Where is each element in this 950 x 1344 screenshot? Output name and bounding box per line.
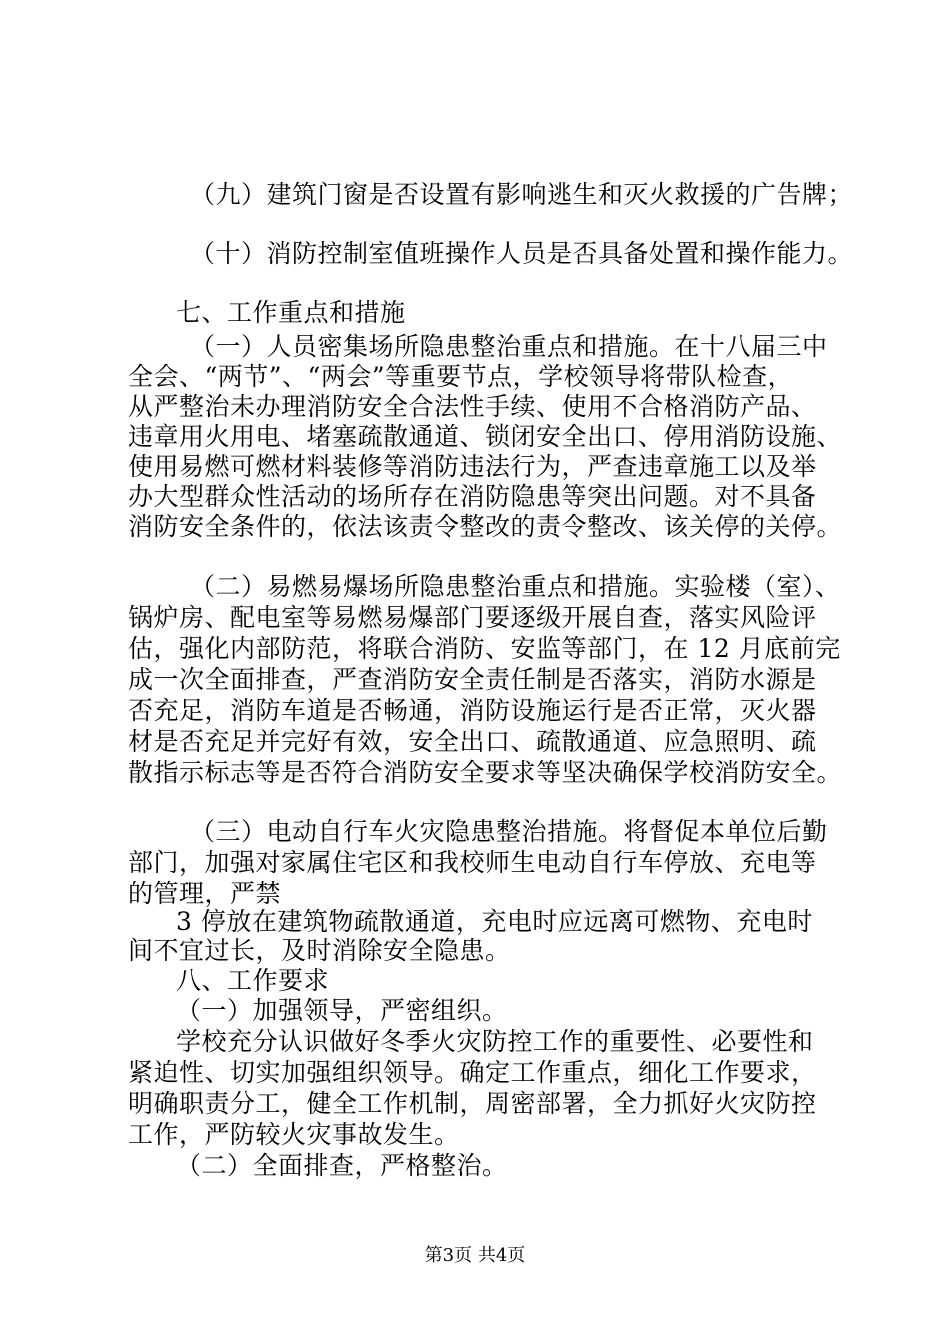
para-8-1-line-2: 紧迫性、切实加强组织领导。确定工作重点，细化工作要求， xyxy=(128,1058,817,1087)
para-7-2-line-1: （二）易燃易爆场所隐患整治重点和措施。实验楼（室）、 xyxy=(190,572,841,601)
para-7-2-line-6: 材是否充足并完好有效，安全出口、疏散通道、应急照明、疏 xyxy=(128,727,817,756)
para-7-2-line-5: 否充足，消防车道是否畅通，消防设施运行是否正常，灭火器 xyxy=(128,696,817,725)
para-7-1-line-6: 办大型群众性活动的场所存在消防隐患等突出问题。对不具备 xyxy=(128,482,817,511)
para-7-1-line-5: 使用易燃可燃材料装修等消防违法行为，严查违章施工以及举 xyxy=(128,452,817,481)
para-8-1-line-3: 明确职责分工，健全工作机制，周密部署，全力抓好火灾防控 xyxy=(128,1089,817,1118)
para-7-1-line-3: 从严整治未办理消防安全合法性手续、使用不合格消防产品、 xyxy=(128,392,817,421)
para-7-2-line-2: 锅炉房、配电室等易燃易爆部门要逐级开展自查，落实风险评 xyxy=(128,603,817,632)
para-7-1-line-1: （一）人员密集场所隐患整治重点和措施。在十八届三中 xyxy=(190,332,828,361)
para-7-3-line-4: 3 停放在建筑物疏散通道，充电时应远离可燃物、充电时 xyxy=(176,907,813,936)
para-7-3-line-2: 部门，加强对家属住宅区和我校师生电动自行车停放、充电等 xyxy=(128,848,817,877)
para-7-3-line-3: 的管理，严禁 xyxy=(128,879,282,908)
section-8-heading: 八、工作要求 xyxy=(176,966,330,995)
section-8-1-heading: （一）加强领导，严密组织。 xyxy=(176,996,508,1025)
para-7-1-line-4: 违章用火用电、堵塞疏散通道、锁闭安全出口、停用消防设施、 xyxy=(128,422,843,451)
para-8-1-line-1: 学校充分认识做好冬季火灾防控工作的重要性、必要性和 xyxy=(176,1027,814,1056)
para-7-2-line-7: 散指示标志等是否符合消防安全要求等坚决确保学校消防安全。 xyxy=(128,758,843,787)
para-7-3-line-5: 间不宜过长，及时消除安全隐患。 xyxy=(128,936,511,965)
section-7-heading: 七、工作重点和措施 xyxy=(176,298,406,327)
para-7-3-line-1: （三）电动自行车火灾隐患整治措施。将督促本单位后勤 xyxy=(190,817,828,846)
para-7-1-line-2: 全会、“两节”、“两会”等重要节点，学校领导将带队检查， xyxy=(128,362,794,391)
page-footer: 第3页 共4页 xyxy=(424,1245,526,1266)
section-8-2-heading: （二）全面排查，严格整治。 xyxy=(176,1151,508,1180)
para-7-2-line-3: 估，强化内部防范，将联合消防、安监等部门，在 12 月底前完 xyxy=(128,634,841,663)
item-9-line-1: （九）建筑门窗是否设置有影响逃生和灭火救援的广告牌； xyxy=(190,180,854,209)
para-8-1-line-4: 工作，严防较火灾事故发生。 xyxy=(128,1120,460,1149)
para-7-2-line-4: 成一次全面排查，严查消防安全责任制是否落实，消防水源是 xyxy=(128,665,817,694)
item-10-line-1: （十）消防控制室值班操作人员是否具备处置和操作能力。 xyxy=(190,239,854,268)
para-7-1-line-7: 消防安全条件的，依法该责令整改的责令整改、该关停的关停。 xyxy=(128,512,843,541)
